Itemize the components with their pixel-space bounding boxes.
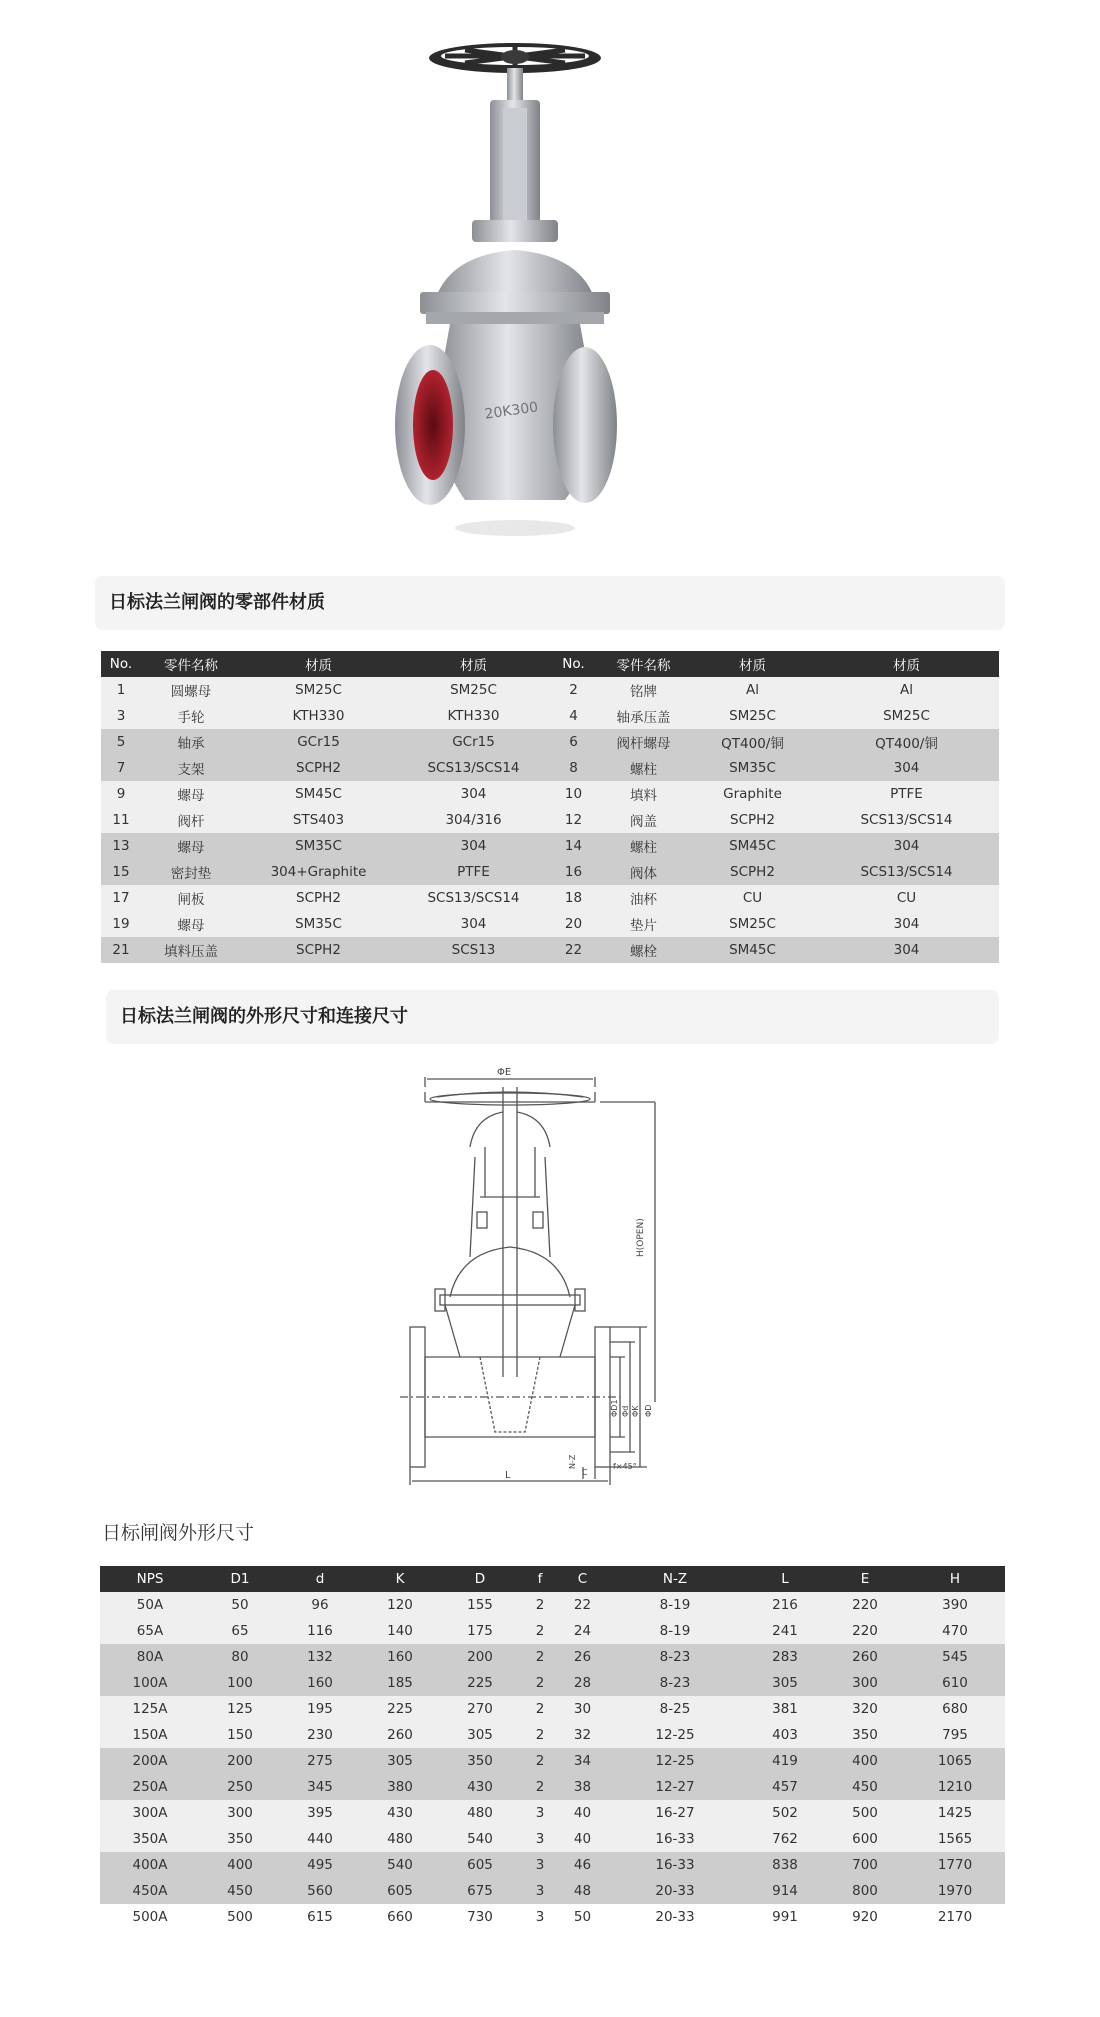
table-row: [101, 755, 999, 781]
label-k: ΦK: [631, 1405, 640, 1417]
cell: 2: [520, 1618, 560, 1644]
cell: 轴承: [141, 729, 241, 755]
cell: 457: [745, 1774, 825, 1800]
table-row: [101, 937, 999, 963]
cell: 305: [440, 1722, 520, 1748]
cell: 270: [440, 1696, 520, 1722]
cell: 540: [440, 1826, 520, 1852]
cell: 350A: [100, 1826, 200, 1852]
cell: 19: [101, 911, 141, 937]
table-row: [100, 1722, 1005, 1748]
cell: SCPH2: [241, 885, 396, 911]
cell: Al: [814, 677, 999, 703]
cell: 450A: [100, 1878, 200, 1904]
table-row: [100, 1878, 1005, 1904]
cell: 230: [280, 1722, 360, 1748]
cell: 28: [560, 1670, 605, 1696]
cell: 470: [905, 1618, 1005, 1644]
cell: 轴承压盖: [596, 703, 691, 729]
cell: 2: [520, 1644, 560, 1670]
cell: 16-33: [605, 1852, 745, 1878]
cell: 430: [360, 1800, 440, 1826]
cell: 304: [814, 755, 999, 781]
cell: 195: [280, 1696, 360, 1722]
cell: 2: [520, 1592, 560, 1618]
cell: 螺柱: [596, 833, 691, 859]
cell: KTH330: [396, 703, 551, 729]
dimensions-table-title: 日标闸阀外形尺寸: [102, 1522, 255, 1544]
cell: 320: [825, 1696, 905, 1722]
header-cell: f: [520, 1566, 560, 1592]
cell: 495: [280, 1852, 360, 1878]
parts-section-title: 日标法兰闸阀的零部件材质: [109, 592, 325, 613]
cell: STS403: [241, 807, 396, 833]
cell: 700: [825, 1852, 905, 1878]
header-cell: 材质: [814, 651, 999, 677]
cell: 250A: [100, 1774, 200, 1800]
cell: 65: [200, 1618, 280, 1644]
cell: PTFE: [814, 781, 999, 807]
header-cell: E: [825, 1566, 905, 1592]
cell: 填料压盖: [141, 937, 241, 963]
table-row: [100, 1670, 1005, 1696]
label-phi-e: ΦE: [497, 1067, 512, 1078]
cell: 675: [440, 1878, 520, 1904]
table-row: [100, 1644, 1005, 1670]
cell: CU: [691, 885, 814, 911]
cell: 8-23: [605, 1670, 745, 1696]
cell: 605: [440, 1852, 520, 1878]
cell: 铭牌: [596, 677, 691, 703]
cell: 100: [200, 1670, 280, 1696]
cell: 275: [280, 1748, 360, 1774]
cell: 13: [101, 833, 141, 859]
cell: 2: [520, 1696, 560, 1722]
cell: 密封垫: [141, 859, 241, 885]
cell: 300: [200, 1800, 280, 1826]
cell: 350: [825, 1722, 905, 1748]
gate-valve-photo: [390, 30, 620, 540]
table-row: [101, 885, 999, 911]
svg-text:20K300: 20K300: [483, 399, 540, 423]
table-row: [101, 807, 999, 833]
cell: 914: [745, 1878, 825, 1904]
cell: 225: [440, 1670, 520, 1696]
label-c: C: [582, 1468, 588, 1477]
table-row: [100, 1774, 1005, 1800]
table-row: [100, 1800, 1005, 1826]
header-cell: NPS: [100, 1566, 200, 1592]
cell: 305: [745, 1670, 825, 1696]
table-row: [100, 1904, 1005, 1930]
cell: 21: [101, 937, 141, 963]
cell: 381: [745, 1696, 825, 1722]
cell: 填料: [596, 781, 691, 807]
cell: GCr15: [241, 729, 396, 755]
cell: SCPH2: [691, 859, 814, 885]
cell: 8: [551, 755, 596, 781]
cell: 2: [520, 1722, 560, 1748]
table-row: [100, 1748, 1005, 1774]
cell: 80A: [100, 1644, 200, 1670]
cell: 17: [101, 885, 141, 911]
cell: 32: [560, 1722, 605, 1748]
header-cell: D: [440, 1566, 520, 1592]
cell: 40: [560, 1800, 605, 1826]
dimensions-section-title: 日标法兰闸阀的外形尺寸和连接尺寸: [120, 1006, 408, 1027]
cell: 3: [520, 1878, 560, 1904]
table-row: [100, 1826, 1005, 1852]
table-row: [101, 859, 999, 885]
cell: 220: [825, 1618, 905, 1644]
cell: 阀盖: [596, 807, 691, 833]
cell: SM25C: [814, 703, 999, 729]
cell: SCPH2: [241, 937, 396, 963]
cell: 502: [745, 1800, 825, 1826]
table-row: [100, 1592, 1005, 1618]
cell: 20: [551, 911, 596, 937]
cell: GCr15: [396, 729, 551, 755]
cell: 225: [360, 1696, 440, 1722]
cell: 419: [745, 1748, 825, 1774]
cell: SM45C: [241, 781, 396, 807]
cell: 1565: [905, 1826, 1005, 1852]
cell: 22: [551, 937, 596, 963]
cell: 260: [360, 1722, 440, 1748]
parts-table-header: [101, 651, 999, 677]
cell: SM35C: [691, 755, 814, 781]
cell: CU: [814, 885, 999, 911]
cell: 185: [360, 1670, 440, 1696]
table-row: [101, 781, 999, 807]
cell: 260: [825, 1644, 905, 1670]
cell: Graphite: [691, 781, 814, 807]
cell: 2: [520, 1774, 560, 1800]
cell: 545: [905, 1644, 1005, 1670]
cell: 6: [551, 729, 596, 755]
cell: 10: [551, 781, 596, 807]
cell: 手轮: [141, 703, 241, 729]
dimensions-table: [100, 1566, 1005, 1930]
cell: 3: [520, 1904, 560, 1930]
cell: 圆螺母: [141, 677, 241, 703]
cell: 12-27: [605, 1774, 745, 1800]
cell: 20-33: [605, 1904, 745, 1930]
cell: 216: [745, 1592, 825, 1618]
cell: 48: [560, 1878, 605, 1904]
cell: SM25C: [241, 677, 396, 703]
header-cell: d: [280, 1566, 360, 1592]
cell: 304/316: [396, 807, 551, 833]
cell: QT400/铜: [691, 729, 814, 755]
cell: 1970: [905, 1878, 1005, 1904]
cell: 22: [560, 1592, 605, 1618]
cell: 440: [280, 1826, 360, 1852]
cell: 125: [200, 1696, 280, 1722]
cell: 螺栓: [596, 937, 691, 963]
cell: 500A: [100, 1904, 200, 1930]
table-row: [101, 833, 999, 859]
header-cell: L: [745, 1566, 825, 1592]
cell: SM25C: [691, 911, 814, 937]
header-cell: H: [905, 1566, 1005, 1592]
header-cell: C: [560, 1566, 605, 1592]
cell: 3: [101, 703, 141, 729]
cell: 80: [200, 1644, 280, 1670]
cell: 16-33: [605, 1826, 745, 1852]
cell: 油杯: [596, 885, 691, 911]
cell: 140: [360, 1618, 440, 1644]
cell: SCS13/SCS14: [814, 807, 999, 833]
header-cell: K: [360, 1566, 440, 1592]
cell: SM45C: [691, 937, 814, 963]
cell: 125A: [100, 1696, 200, 1722]
cell: 400: [825, 1748, 905, 1774]
cell: 3: [520, 1800, 560, 1826]
cell: 5: [101, 729, 141, 755]
cell: 2170: [905, 1904, 1005, 1930]
cell: PTFE: [396, 859, 551, 885]
cell: SCS13: [396, 937, 551, 963]
parts-section-heading: [95, 576, 1005, 630]
cell: 304: [396, 781, 551, 807]
cell: 1770: [905, 1852, 1005, 1878]
cell: 560: [280, 1878, 360, 1904]
dimensions-table-header: [100, 1566, 1005, 1592]
label-d: Φd: [621, 1405, 630, 1417]
cell: SM35C: [241, 833, 396, 859]
cell: 350: [440, 1748, 520, 1774]
cell: 395: [280, 1800, 360, 1826]
cell: SCPH2: [691, 807, 814, 833]
cell: 762: [745, 1826, 825, 1852]
header-cell: 零件名称: [596, 651, 691, 677]
cell: 26: [560, 1644, 605, 1670]
cell: 380: [360, 1774, 440, 1800]
cell: 3: [520, 1852, 560, 1878]
table-row: [101, 703, 999, 729]
cell: 闸板: [141, 885, 241, 911]
cell: 283: [745, 1644, 825, 1670]
cell: 132: [280, 1644, 360, 1670]
cell: 12-25: [605, 1748, 745, 1774]
table-row: [100, 1618, 1005, 1644]
cell: 220: [825, 1592, 905, 1618]
cell: 160: [280, 1670, 360, 1696]
header-cell: 材质: [241, 651, 396, 677]
cell: 18: [551, 885, 596, 911]
header-cell: No.: [101, 651, 141, 677]
cell: 540: [360, 1852, 440, 1878]
cell: 250: [200, 1774, 280, 1800]
header-cell: 零件名称: [141, 651, 241, 677]
header-cell: 材质: [396, 651, 551, 677]
cell: 12: [551, 807, 596, 833]
cell: 920: [825, 1904, 905, 1930]
cell: 1: [101, 677, 141, 703]
cell: 2: [551, 677, 596, 703]
cell: SCPH2: [241, 755, 396, 781]
cell: 3: [520, 1826, 560, 1852]
cell: 838: [745, 1852, 825, 1878]
cell: 16-27: [605, 1800, 745, 1826]
cell: QT400/铜: [814, 729, 999, 755]
cell: KTH330: [241, 703, 396, 729]
cell: 680: [905, 1696, 1005, 1722]
cell: 200A: [100, 1748, 200, 1774]
cell: 304: [814, 833, 999, 859]
cell: 730: [440, 1904, 520, 1930]
cell: 615: [280, 1904, 360, 1930]
cell: 500: [200, 1904, 280, 1930]
cell: 20-33: [605, 1878, 745, 1904]
cell: 2: [520, 1670, 560, 1696]
cell: 175: [440, 1618, 520, 1644]
cell: 40: [560, 1826, 605, 1852]
cell: 660: [360, 1904, 440, 1930]
cell: 8-25: [605, 1696, 745, 1722]
cell: 8-23: [605, 1644, 745, 1670]
cell: 1425: [905, 1800, 1005, 1826]
cell: 450: [825, 1774, 905, 1800]
cell: 50A: [100, 1592, 200, 1618]
cell: SM45C: [691, 833, 814, 859]
cell: 304: [396, 833, 551, 859]
cell: 34: [560, 1748, 605, 1774]
cell: 14: [551, 833, 596, 859]
label-h-open: H(OPEN): [636, 1218, 646, 1257]
cell: 螺母: [141, 781, 241, 807]
cell: 50: [200, 1592, 280, 1618]
header-cell: N-Z: [605, 1566, 745, 1592]
cell: 7: [101, 755, 141, 781]
cell: 8-19: [605, 1592, 745, 1618]
cell: 2: [520, 1748, 560, 1774]
cell: 11: [101, 807, 141, 833]
table-row: [101, 729, 999, 755]
cell: 400A: [100, 1852, 200, 1878]
label-d1: ΦD1: [610, 1399, 619, 1417]
cell: 800: [825, 1878, 905, 1904]
cell: 345: [280, 1774, 360, 1800]
label-dd: ΦD: [644, 1404, 653, 1417]
cell: 12-25: [605, 1722, 745, 1748]
cell: 450: [200, 1878, 280, 1904]
cell: 304: [814, 937, 999, 963]
label-nz: N-Z: [568, 1454, 577, 1469]
cell: 65A: [100, 1618, 200, 1644]
cell: 480: [360, 1826, 440, 1852]
cell: 阀杆螺母: [596, 729, 691, 755]
cell: 46: [560, 1852, 605, 1878]
cell: 16: [551, 859, 596, 885]
cell: 400: [200, 1852, 280, 1878]
cell: 600: [825, 1826, 905, 1852]
cell: 116: [280, 1618, 360, 1644]
cell: 304: [814, 911, 999, 937]
cell: 500: [825, 1800, 905, 1826]
cell: 390: [905, 1592, 1005, 1618]
cell: 150: [200, 1722, 280, 1748]
cell: 300A: [100, 1800, 200, 1826]
cell: 1210: [905, 1774, 1005, 1800]
cell: 螺母: [141, 833, 241, 859]
cell: SCS13/SCS14: [814, 859, 999, 885]
cell: 1065: [905, 1748, 1005, 1774]
cell: 430: [440, 1774, 520, 1800]
cell: SM35C: [241, 911, 396, 937]
table-row: [100, 1696, 1005, 1722]
cell: 100A: [100, 1670, 200, 1696]
header-cell: No.: [551, 651, 596, 677]
table-row: [101, 677, 999, 703]
cell: 795: [905, 1722, 1005, 1748]
cell: 160: [360, 1644, 440, 1670]
cell: 30: [560, 1696, 605, 1722]
cell: 241: [745, 1618, 825, 1644]
cell: SM25C: [691, 703, 814, 729]
cell: 300: [825, 1670, 905, 1696]
cell: Al: [691, 677, 814, 703]
cell: 120: [360, 1592, 440, 1618]
cell: 350: [200, 1826, 280, 1852]
cell: 8-19: [605, 1618, 745, 1644]
cell: 200: [440, 1644, 520, 1670]
cell: 480: [440, 1800, 520, 1826]
cell: 50: [560, 1904, 605, 1930]
cell: 403: [745, 1722, 825, 1748]
label-l: L: [505, 1470, 511, 1481]
cell: 螺母: [141, 911, 241, 937]
cell: 38: [560, 1774, 605, 1800]
label-f: f×45°: [613, 1462, 637, 1471]
cell: SCS13/SCS14: [396, 755, 551, 781]
cell: 螺柱: [596, 755, 691, 781]
cell: 垫片: [596, 911, 691, 937]
cell: 610: [905, 1670, 1005, 1696]
dimensions-section-heading: [106, 990, 999, 1044]
cell: 304+Graphite: [241, 859, 396, 885]
cell: 15: [101, 859, 141, 885]
cell: 200: [200, 1748, 280, 1774]
cell: 155: [440, 1592, 520, 1618]
header-cell: 材质: [691, 651, 814, 677]
cell: 305: [360, 1748, 440, 1774]
cell: SCS13/SCS14: [396, 885, 551, 911]
cell: 605: [360, 1878, 440, 1904]
cell: 24: [560, 1618, 605, 1644]
table-row: [100, 1852, 1005, 1878]
cell: SM25C: [396, 677, 551, 703]
cell: 150A: [100, 1722, 200, 1748]
cell: 991: [745, 1904, 825, 1930]
cell: 支架: [141, 755, 241, 781]
cell: 304: [396, 911, 551, 937]
cell: 阀杆: [141, 807, 241, 833]
header-cell: D1: [200, 1566, 280, 1592]
parts-material-table: [101, 651, 999, 963]
cell: 96: [280, 1592, 360, 1618]
cell: 4: [551, 703, 596, 729]
cell: 9: [101, 781, 141, 807]
valve-dimension-drawing: [385, 1057, 695, 1487]
table-row: [101, 911, 999, 937]
cell: 阀体: [596, 859, 691, 885]
